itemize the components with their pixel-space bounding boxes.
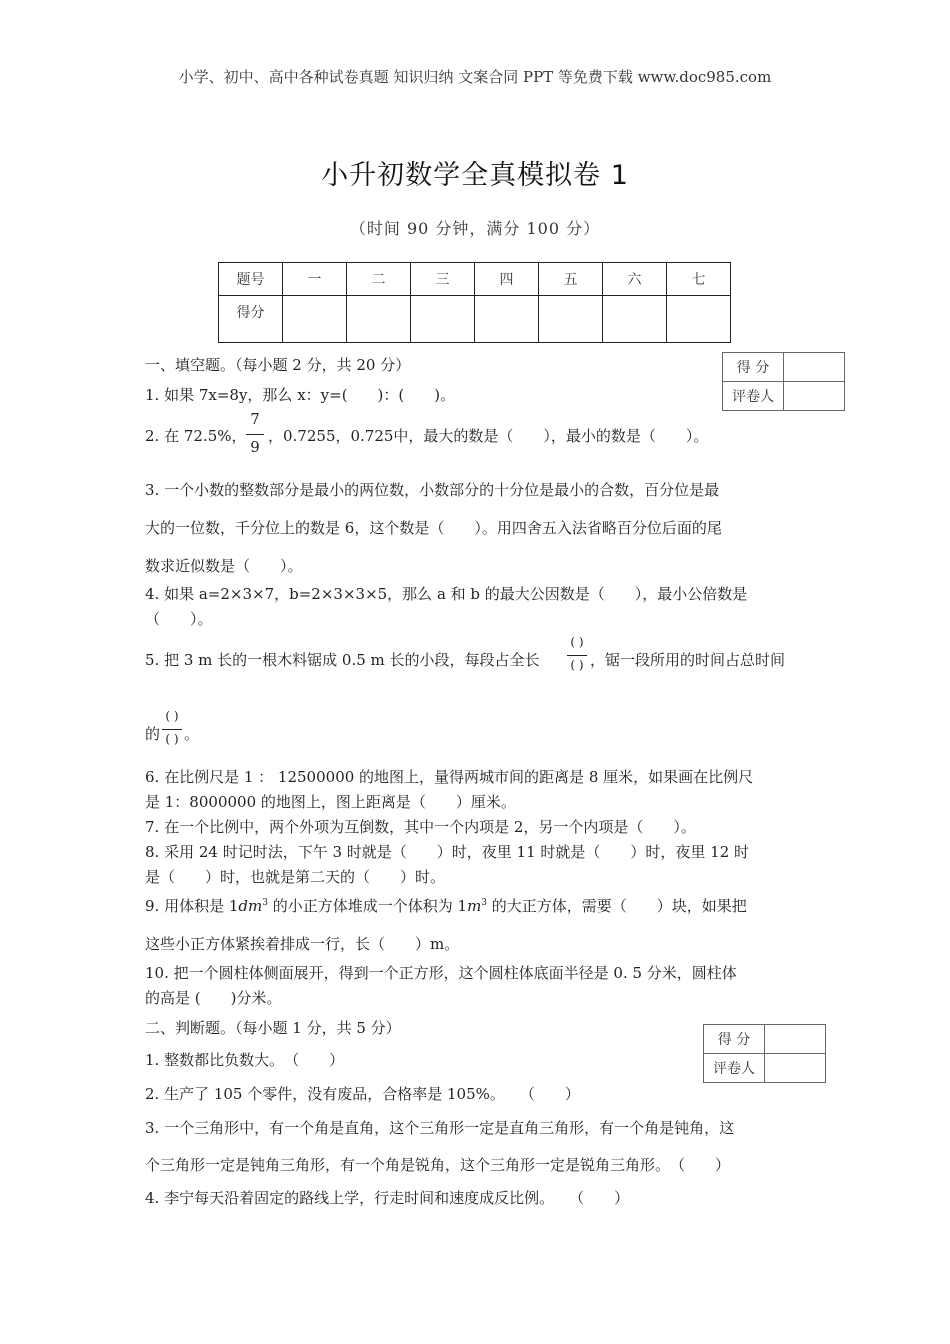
blank-numerator[interactable]: ( ) [165,709,179,723]
score-table-col: 三 [411,263,475,296]
score-table-header-row [219,263,731,296]
q1-5-line1b: ，锯一段所用的时间占总时间 [590,651,786,669]
q1-5-line2-end: 。 [184,725,200,743]
q2-3-line2: 个三角形一定是钝角三角形，有一个角是锐角，这个三角形一定是锐角三角形。 （ ） [145,1156,731,1174]
fraction-bar [162,729,182,730]
blank-denominator[interactable]: ( ) [165,732,179,746]
q1-4-line2: （ ）。 [145,610,213,628]
grader-box-1 [722,352,845,411]
q1-1: 1. 如果 7x=8y，那么 x：y=( )：( )。 [145,386,456,404]
q1-5-blank-fraction-2[interactable] [162,708,182,752]
score-cell[interactable] [411,296,475,343]
blank-denominator[interactable]: ( ) [570,658,584,672]
score-table-score-row [219,296,731,343]
q1-2-prefix: 2. 在 72.5%， [145,427,247,445]
q1-6-line2: 是 1：8000000 的地图上，图上距离是（ ）厘米。 [145,793,516,811]
score-cell[interactable] [603,296,667,343]
q1-9-line1 [145,895,747,916]
score-table-col: 二 [347,263,411,296]
score-table-col: 四 [475,263,539,296]
fraction-numerator: 7 [250,410,260,428]
score-table-col: 七 [667,263,731,296]
score-table-label: 题号 [219,263,283,296]
score-table-col: 一 [283,263,347,296]
grader-score-label: 得 分 [704,1025,765,1054]
score-cell[interactable] [475,296,539,343]
q1-3-line2: 大的一位数，千分位上的数是 6，这个数是（ ）。用四舍五入法省略百分位后面的尾 [145,519,722,537]
score-cell[interactable] [283,296,347,343]
q1-3-line1: 3. 一个小数的整数部分是最小的两位数，小数部分的十分位是最小的合数，百分位是最 [145,481,720,499]
unit-exponent: 3 [262,898,268,908]
score-cell[interactable] [667,296,731,343]
q1-10-line1: 10. 把一个圆柱体侧面展开，得到一个正方形，这个圆柱体底面半径是 0. 5 分米，圆柱体 [145,964,737,982]
unit-exponent: 3 [481,898,488,908]
fraction-bar [567,655,587,656]
q1-5-line2: 的 [145,725,161,743]
page-header: 小学、初中、高中各种试卷真题 知识归纳 文案合同 PPT 等免费下载 www.doc985.com [178,68,772,86]
grader-name-label: 评卷人 [704,1054,765,1083]
score-table-col: 五 [539,263,603,296]
q1-3-line3: 数求近似数是（ ）。 [145,557,303,575]
unit-dm: dm [238,897,263,915]
score-table-col: 六 [603,263,667,296]
q1-2-suffix: ，0.7255，0.725中，最大的数是（ ），最小的数是（ ）。 [268,427,709,445]
q1-8-line2: 是（ ）时，也就是第二天的（ ）时。 [145,868,446,886]
q1-7: 7. 在一个比例中，两个外项为互倒数，其中一个内项是 2，另一个内项是（ ）。 [145,818,696,836]
q2-4: 4. 李宁每天沿着固定的路线上学，行走时间和速度成反比例。 （ ） [145,1189,630,1207]
grader-box-2 [703,1024,826,1083]
score-cell[interactable] [539,296,603,343]
score-table-label: 得分 [219,296,283,343]
q1-8-line1: 8. 采用 24 时记时法，下午 3 时就是（ ）时，夜里 11 时就是（ ）时，夜里 12 时 [145,843,750,861]
section1-heading: 一、填空题。（每小题 2 分，共 20 分） [145,356,411,374]
q2-3-line1: 3. 一个三角形中，有一个角是直角，这个三角形一定是直角三角形，有一个角是钝角，这 [145,1119,735,1137]
grader-score-cell[interactable] [784,353,845,382]
q1-4-line1: 4. 如果 a=2×3×7，b=2×3×3×5，那么 a 和 b 的最大公因数是（ ），最小公倍数是 [145,585,748,603]
q2-2: 2. 生产了 105 个零件，没有废品，合格率是 105%。 （ ） [145,1085,580,1103]
grader-score-label: 得 分 [723,353,784,382]
q1-6-line1: 6. 在比例尺是 1 ： 12500000 的地图上，量得两城市间的距离是 8 厘米，如果画在比例尺 [145,768,754,786]
section2-heading: 二、判断题。（每小题 1 分，共 5 分） [145,1019,401,1037]
q1-5-blank-fraction-1[interactable] [567,634,587,678]
grader-score-cell[interactable] [765,1025,826,1054]
blank-numerator[interactable]: ( ) [570,635,584,649]
unit-m: m [467,897,482,915]
q1-9-text-b: 的小正方体堆成一个体积为 1 [267,897,468,915]
fraction-denominator: 9 [250,438,260,456]
q1-9-text-c: 的大正方体，需要（ ）块，如果把 [487,897,747,915]
score-table [218,262,731,343]
q1-2-fraction [246,410,264,458]
score-cell[interactable] [347,296,411,343]
q2-1: 1. 整数都比负数大。 （ ） [145,1051,345,1069]
grader-name-label: 评卷人 [723,382,784,411]
page-title: 小升初数学全真模拟卷 1 [321,160,629,191]
q1-9-text-a: 9. 用体积是 1 [145,897,239,915]
grader-name-cell[interactable] [784,382,845,411]
q1-10-line2: 的高是 ( )分米。 [145,989,282,1007]
fraction-bar [246,434,264,435]
q1-5-line1a: 5. 把 3 m 长的一根木料锯成 0.5 m 长的小段，每段占全长 [145,651,540,669]
page-subtitle: （时间 90 分钟，满分 100 分） [349,219,601,238]
grader-name-cell[interactable] [765,1054,826,1083]
q1-9-line2: 这些小正方体紧挨着排成一行，长（ ）m。 [145,935,460,953]
